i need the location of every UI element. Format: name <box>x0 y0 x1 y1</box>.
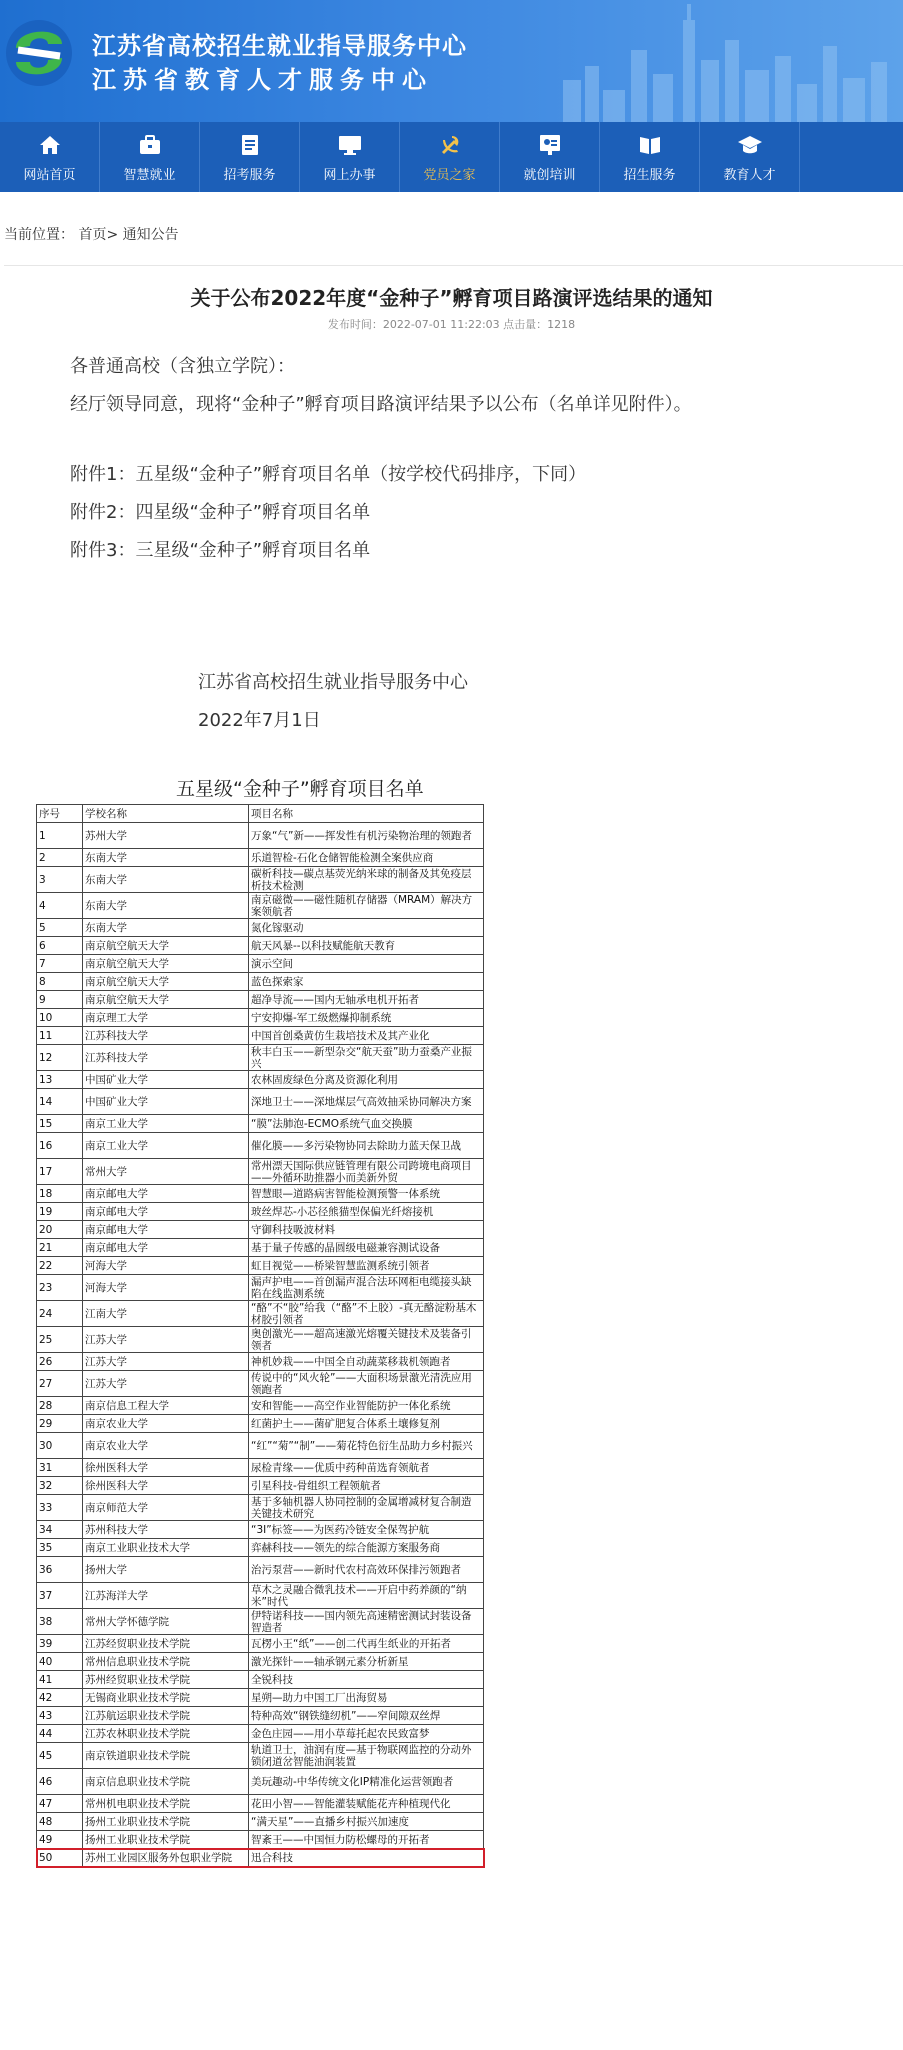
table-row <box>37 1521 484 1539</box>
project-name-cell: 南京磁微——磁性随机存储器（MRAM）解决方案领航者 <box>249 893 484 919</box>
school-name-cell: 常州机电职业技术学院 <box>83 1795 249 1813</box>
table-row <box>37 1459 484 1477</box>
school-name-cell: 苏州科技大学 <box>83 1521 249 1539</box>
row-number-cell: 34 <box>37 1521 83 1539</box>
school-name-cell: 南京铁道职业技术学院 <box>83 1743 249 1769</box>
monitor-icon <box>337 132 363 158</box>
attachment-2: 附件2：四星级“金种子”孵育项目名单 <box>70 502 371 523</box>
row-number-cell: 26 <box>37 1353 83 1371</box>
site-title-line1: 江苏省高校招生就业指导服务中心 <box>92 32 467 60</box>
school-name-cell: 南京航空航天大学 <box>83 937 249 955</box>
row-number-cell: 20 <box>37 1221 83 1239</box>
table-row <box>37 1831 484 1849</box>
school-name-cell: 南京邮电大学 <box>83 1239 249 1257</box>
logo-icon <box>4 18 74 88</box>
school-name-cell: 南京工业大学 <box>83 1115 249 1133</box>
table-row <box>37 1813 484 1831</box>
table-row <box>37 1203 484 1221</box>
school-name-cell: 常州大学 <box>83 1159 249 1185</box>
row-number-cell: 6 <box>37 937 83 955</box>
project-name-cell: 农林固废绿色分离及资源化利用 <box>249 1071 484 1089</box>
project-name-cell: 宁安抑爆-军工级燃爆抑制系统 <box>249 1009 484 1027</box>
project-name-cell: 智紊王——中国恒力防松螺母的开拓者 <box>249 1831 484 1849</box>
table-row <box>37 1795 484 1813</box>
row-number-cell: 9 <box>37 991 83 1009</box>
content-divider <box>4 265 903 266</box>
school-name-cell: 常州大学怀德学院 <box>83 1609 249 1635</box>
header-cell: 序号 <box>37 805 83 823</box>
table-row <box>37 1275 484 1301</box>
school-name-cell: 徐州医科大学 <box>83 1477 249 1495</box>
table-row <box>37 1221 484 1239</box>
school-name-cell: 无锡商业职业技术学院 <box>83 1689 249 1707</box>
nav-item-label: 网上办事 <box>323 167 376 183</box>
project-name-cell: 全锐科技 <box>249 1671 484 1689</box>
table-row <box>37 1115 484 1133</box>
row-number-cell: 22 <box>37 1257 83 1275</box>
table-row <box>37 1653 484 1671</box>
table-row <box>37 1159 484 1185</box>
table-row <box>37 1609 484 1635</box>
school-name-cell: 江苏农林职业技术学院 <box>83 1725 249 1743</box>
project-name-cell: 花田小智——智能灌装赋能花卉种植现代化 <box>249 1795 484 1813</box>
table-row <box>37 1327 484 1353</box>
row-number-cell: 38 <box>37 1609 83 1635</box>
school-name-cell: 江苏科技大学 <box>83 1045 249 1071</box>
row-number-cell: 5 <box>37 919 83 937</box>
table-row <box>37 1743 484 1769</box>
project-name-cell: 蓝色探索家 <box>249 973 484 991</box>
row-number-cell: 41 <box>37 1671 83 1689</box>
project-name-cell: 玻丝焊芯-小芯径熊猫型保偏光纤熔接机 <box>249 1203 484 1221</box>
breadcrumb-home-link[interactable]: 首页 <box>78 227 107 243</box>
project-name-cell: 特种高效“钢铁缝纫机”——窄间隙双丝焊 <box>249 1707 484 1725</box>
table-row <box>37 1849 484 1867</box>
project-table-body <box>37 805 484 1867</box>
table-row <box>37 1133 484 1159</box>
row-number-cell: 29 <box>37 1415 83 1433</box>
school-name-cell: 南京航空航天大学 <box>83 955 249 973</box>
school-name-cell: 南京信息工程大学 <box>83 1397 249 1415</box>
project-name-cell: 守御科技吸波材料 <box>249 1221 484 1239</box>
school-name-cell: 河海大学 <box>83 1275 249 1301</box>
nav-item-label: 智慧就业 <box>123 167 176 183</box>
row-number-cell: 35 <box>37 1539 83 1557</box>
table-row <box>37 919 484 937</box>
nav-item-label: 招考服务 <box>223 167 276 183</box>
school-name-cell: 东南大学 <box>83 893 249 919</box>
table-row <box>37 849 484 867</box>
table-row <box>37 1539 484 1557</box>
nav-item-education-talent[interactable] <box>700 122 800 192</box>
school-name-cell: 南京工业大学 <box>83 1133 249 1159</box>
party-emblem-icon <box>437 132 463 158</box>
school-name-cell: 南京农业大学 <box>83 1415 249 1433</box>
table-row <box>37 823 484 849</box>
table-row <box>37 1257 484 1275</box>
row-number-cell: 2 <box>37 849 83 867</box>
nav-item-online-service[interactable] <box>300 122 400 192</box>
school-name-cell: 南京农业大学 <box>83 1433 249 1459</box>
row-number-cell: 25 <box>37 1327 83 1353</box>
row-number-cell: 42 <box>37 1689 83 1707</box>
table-row <box>37 1071 484 1089</box>
school-name-cell: 东南大学 <box>83 849 249 867</box>
nav-item-party-home[interactable] <box>400 122 500 192</box>
project-name-cell: “红”“菊”“制”——菊花特色衍生品助力乡村振兴 <box>249 1433 484 1459</box>
row-number-cell: 49 <box>37 1831 83 1849</box>
table-row <box>37 1477 484 1495</box>
document-icon <box>237 132 263 158</box>
table-row <box>37 973 484 991</box>
school-name-cell: 南京航空航天大学 <box>83 991 249 1009</box>
school-name-cell: 河海大学 <box>83 1257 249 1275</box>
school-name-cell: 江苏大学 <box>83 1327 249 1353</box>
project-name-cell: 碳析科技—碳点基荧光纳米球的制备及其免疫层析技术检测 <box>249 867 484 893</box>
table-row <box>37 1635 484 1653</box>
row-number-cell: 3 <box>37 867 83 893</box>
school-name-cell: 江苏航运职业技术学院 <box>83 1707 249 1725</box>
project-name-cell: 红菌护土——菌矿肥复合体系土壤修复剂 <box>249 1415 484 1433</box>
nav-item-admission-service[interactable] <box>600 122 700 192</box>
table-row <box>37 1583 484 1609</box>
project-name-cell: 草木之灵融合微乳技术——开启中药养颜的“纳米”时代 <box>249 1583 484 1609</box>
row-number-cell: 37 <box>37 1583 83 1609</box>
row-number-cell: 46 <box>37 1769 83 1795</box>
row-number-cell: 11 <box>37 1027 83 1045</box>
row-number-cell: 16 <box>37 1133 83 1159</box>
row-number-cell: 23 <box>37 1275 83 1301</box>
header-cell: 学校名称 <box>83 805 249 823</box>
school-name-cell: 江苏大学 <box>83 1353 249 1371</box>
row-number-cell: 19 <box>37 1203 83 1221</box>
nav-item-label: 党员之家 <box>423 167 476 183</box>
school-name-cell: 徐州医科大学 <box>83 1459 249 1477</box>
school-name-cell: 扬州大学 <box>83 1557 249 1583</box>
row-number-cell: 36 <box>37 1557 83 1583</box>
school-name-cell: 江苏大学 <box>83 1371 249 1397</box>
table-row <box>37 1009 484 1027</box>
project-name-cell: 智慧眼—道路病害智能检测预警一体系统 <box>249 1185 484 1203</box>
row-number-cell: 50 <box>37 1849 83 1867</box>
project-name-cell: 金色庄园——用小草莓托起农民致富梦 <box>249 1725 484 1743</box>
project-name-cell: 安和智能——高空作业智能防护一体化系统 <box>249 1397 484 1415</box>
article-body: 经厅领导同意，现将“金种子”孵育项目路演评结果予以公布（名单详见附件）。 <box>70 394 692 415</box>
project-name-cell: 乐道智检-石化仓储智能检测全案供应商 <box>249 849 484 867</box>
school-name-cell: 中国矿业大学 <box>83 1089 249 1115</box>
school-name-cell: 东南大学 <box>83 919 249 937</box>
table-row <box>37 1301 484 1327</box>
table-row <box>37 1239 484 1257</box>
table-row <box>37 1495 484 1521</box>
school-name-cell: 常州信息职业技术学院 <box>83 1653 249 1671</box>
project-name-cell: 深地卫士——深地煤层气高效抽采协同解决方案 <box>249 1089 484 1115</box>
project-name-cell: 超净导流——国内无轴承电机开拓者 <box>249 991 484 1009</box>
table-row <box>37 1689 484 1707</box>
header-cell: 项目名称 <box>249 805 484 823</box>
breadcrumb <box>4 224 179 244</box>
table-row <box>37 991 484 1009</box>
nav-item-label: 教育人才 <box>723 167 776 183</box>
project-name-cell: “酪”不“胶”给我（“酪”不上胶）-真无酪淀粉基木材胶引领者 <box>249 1301 484 1327</box>
article-meta: 发布时间：2022-07-01 11:22:03 点击量：1218 <box>327 318 576 331</box>
project-name-cell: 激光探针——轴承钢元素分析新星 <box>249 1653 484 1671</box>
project-name-cell: 迅合科技 <box>249 1849 484 1867</box>
row-number-cell: 1 <box>37 823 83 849</box>
table-title: 五星级“金种子”孵育项目名单 <box>176 778 424 800</box>
project-name-cell: 基于多轴机器人协同控制的金属增减材复合制造关键技术研究 <box>249 1495 484 1521</box>
nav-item-training[interactable] <box>500 122 600 192</box>
row-number-cell: 21 <box>37 1239 83 1257</box>
project-name-cell: 神机妙栽——中国全自动蔬菜移栽机领跑者 <box>249 1353 484 1371</box>
site-title-line2: 江苏省教育人才服务中心 <box>92 66 433 94</box>
table-row <box>37 1433 484 1459</box>
project-name-cell: 常州漂天国际供应链管理有限公司跨境电商项目——外循环助推器小而美新外贸 <box>249 1159 484 1185</box>
project-name-cell: 万象“气”新——挥发性有机污染物治理的领跑者 <box>249 823 484 849</box>
school-name-cell: 南京邮电大学 <box>83 1185 249 1203</box>
row-number-cell: 4 <box>37 893 83 919</box>
school-name-cell: 南京邮电大学 <box>83 1203 249 1221</box>
project-name-cell: 尿检青缘——优质中药种苗选育领航者 <box>249 1459 484 1477</box>
row-number-cell: 39 <box>37 1635 83 1653</box>
table-row <box>37 1397 484 1415</box>
row-number-cell: 30 <box>37 1433 83 1459</box>
row-number-cell: 45 <box>37 1743 83 1769</box>
project-name-cell: 中国首创桑黄仿生栽培技术及其产业化 <box>249 1027 484 1045</box>
row-number-cell: 31 <box>37 1459 83 1477</box>
school-name-cell: 苏州工业园区服务外包职业学院 <box>83 1849 249 1867</box>
signature: 江苏省高校招生就业指导服务中心 <box>198 672 468 693</box>
project-name-cell: 弈赫科技——领先的综合能源方案服务商 <box>249 1539 484 1557</box>
row-number-cell: 32 <box>37 1477 83 1495</box>
row-number-cell: 13 <box>37 1071 83 1089</box>
project-name-cell: 航天风暴--以科技赋能航天教育 <box>249 937 484 955</box>
table-row <box>37 1045 484 1071</box>
project-name-cell: 治污泵营——新时代农村高效环保排污领跑者 <box>249 1557 484 1583</box>
table-row <box>37 1557 484 1583</box>
project-name-cell: 催化膜——多污染物协同去除助力蓝天保卫战 <box>249 1133 484 1159</box>
project-name-cell: “膜”法肺泡-ECMO系统气血交换膜 <box>249 1115 484 1133</box>
article-greeting: 各普通高校（含独立学院）： <box>70 356 295 377</box>
project-name-cell: 星朔—助力中国工厂出海贸易 <box>249 1689 484 1707</box>
training-icon <box>537 132 563 158</box>
table-row <box>37 1089 484 1115</box>
school-name-cell: 东南大学 <box>83 867 249 893</box>
home-icon <box>37 132 63 158</box>
nav-item-smart-employment[interactable] <box>100 122 200 192</box>
nav-item-label: 网站首页 <box>23 167 76 183</box>
row-number-cell: 24 <box>37 1301 83 1327</box>
breadcrumb-prefix: 当前位置： <box>4 227 74 243</box>
table-row <box>37 937 484 955</box>
school-name-cell: 南京信息职业技术学院 <box>83 1769 249 1795</box>
row-number-cell: 7 <box>37 955 83 973</box>
project-name-cell: “满天星”——直播乡村振兴加速度 <box>249 1813 484 1831</box>
project-name-cell: 瓦楞小王“纸”——创二代再生纸业的开拓者 <box>249 1635 484 1653</box>
table-header-row <box>37 805 484 823</box>
project-name-cell: 秋丰白玉——新型杂交“航天蚕”助力蚕桑产业振兴 <box>249 1045 484 1071</box>
article-title: 关于公布2022年度“金种子”孵育项目路演评选结果的通知 <box>190 286 713 310</box>
row-number-cell: 28 <box>37 1397 83 1415</box>
project-name-cell: 奥创激光——超高速激光熔覆关键技术及装备引领者 <box>249 1327 484 1353</box>
row-number-cell: 47 <box>37 1795 83 1813</box>
table-row <box>37 1027 484 1045</box>
breadcrumb-separator: > <box>106 227 119 243</box>
school-name-cell: 苏州经贸职业技术学院 <box>83 1671 249 1689</box>
school-name-cell: 扬州工业职业技术学院 <box>83 1831 249 1849</box>
row-number-cell: 40 <box>37 1653 83 1671</box>
nav-item-exam-service[interactable] <box>200 122 300 192</box>
row-number-cell: 15 <box>37 1115 83 1133</box>
table-row <box>37 1671 484 1689</box>
school-name-cell: 南京航空航天大学 <box>83 973 249 991</box>
school-name-cell: 南京工业职业技术大学 <box>83 1539 249 1557</box>
table-row <box>37 1353 484 1371</box>
attachment-1: 附件1：五星级“金种子”孵育项目名单（按学校代码排序，下同） <box>70 464 587 485</box>
school-name-cell: 苏州大学 <box>83 823 249 849</box>
school-name-cell: 江苏海洋大学 <box>83 1583 249 1609</box>
project-name-cell: 虹目视觉——桥梁智慧监测系统引领者 <box>249 1257 484 1275</box>
project-name-cell: “3I”标签——为医药冷链安全保驾护航 <box>249 1521 484 1539</box>
row-number-cell: 27 <box>37 1371 83 1397</box>
project-name-cell: 传说中的“风火轮”——大面积场景激光清洗应用领跑者 <box>249 1371 484 1397</box>
project-table <box>36 804 484 1867</box>
table-row <box>37 1415 484 1433</box>
school-name-cell: 中国矿业大学 <box>83 1071 249 1089</box>
school-name-cell: 南京理工大学 <box>83 1009 249 1027</box>
project-name-cell: 演示空间 <box>249 955 484 973</box>
project-name-cell: 漏声护电——首创漏声混合法环网柜电缆接头缺陷在线监测系统 <box>249 1275 484 1301</box>
row-number-cell: 17 <box>37 1159 83 1185</box>
book-icon <box>637 132 663 158</box>
project-name-cell: 伊特诺科技——国内领先高速精密测试封装设备智造者 <box>249 1609 484 1635</box>
publish-date: 2022年7月1日 <box>198 710 321 731</box>
row-number-cell: 18 <box>37 1185 83 1203</box>
nav-item-home[interactable] <box>0 122 100 192</box>
graduation-cap-icon <box>737 132 763 158</box>
school-name-cell: 扬州工业职业技术学院 <box>83 1813 249 1831</box>
nav-item-label: 就创培训 <box>523 167 576 183</box>
school-name-cell: 江南大学 <box>83 1301 249 1327</box>
row-number-cell: 14 <box>37 1089 83 1115</box>
project-name-cell: 美玩趣动-中华传统文化IP精准化运营领跑者 <box>249 1769 484 1795</box>
nav-item-label: 招生服务 <box>623 167 676 183</box>
main-nav <box>0 122 903 192</box>
project-name-cell: 轨道卫士，油润有度—基于物联网监控的分动外锁闭道岔智能油润装置 <box>249 1743 484 1769</box>
row-number-cell: 12 <box>37 1045 83 1071</box>
city-skyline-graphic <box>543 0 903 122</box>
row-number-cell: 48 <box>37 1813 83 1831</box>
school-name-cell: 南京邮电大学 <box>83 1221 249 1239</box>
briefcase-icon <box>137 132 163 158</box>
table-row <box>37 955 484 973</box>
project-name-cell: 基于量子传感的晶圆级电磁兼容测试设备 <box>249 1239 484 1257</box>
row-number-cell: 44 <box>37 1725 83 1743</box>
table-row <box>37 1371 484 1397</box>
project-name-cell: 引星科技-骨组织工程领航者 <box>249 1477 484 1495</box>
table-row <box>37 1185 484 1203</box>
breadcrumb-current-link[interactable]: 通知公告 <box>122 227 179 243</box>
table-row <box>37 1725 484 1743</box>
row-number-cell: 10 <box>37 1009 83 1027</box>
row-number-cell: 43 <box>37 1707 83 1725</box>
project-name-cell: 氮化镓驱动 <box>249 919 484 937</box>
table-row <box>37 867 484 893</box>
school-name-cell: 江苏科技大学 <box>83 1027 249 1045</box>
school-name-cell: 江苏经贸职业技术学院 <box>83 1635 249 1653</box>
row-number-cell: 33 <box>37 1495 83 1521</box>
header-banner <box>0 0 903 122</box>
row-number-cell: 8 <box>37 973 83 991</box>
table-row <box>37 1769 484 1795</box>
attachment-3: 附件3：三星级“金种子”孵育项目名单 <box>70 540 371 561</box>
table-row <box>37 893 484 919</box>
table-row <box>37 1707 484 1725</box>
school-name-cell: 南京师范大学 <box>83 1495 249 1521</box>
